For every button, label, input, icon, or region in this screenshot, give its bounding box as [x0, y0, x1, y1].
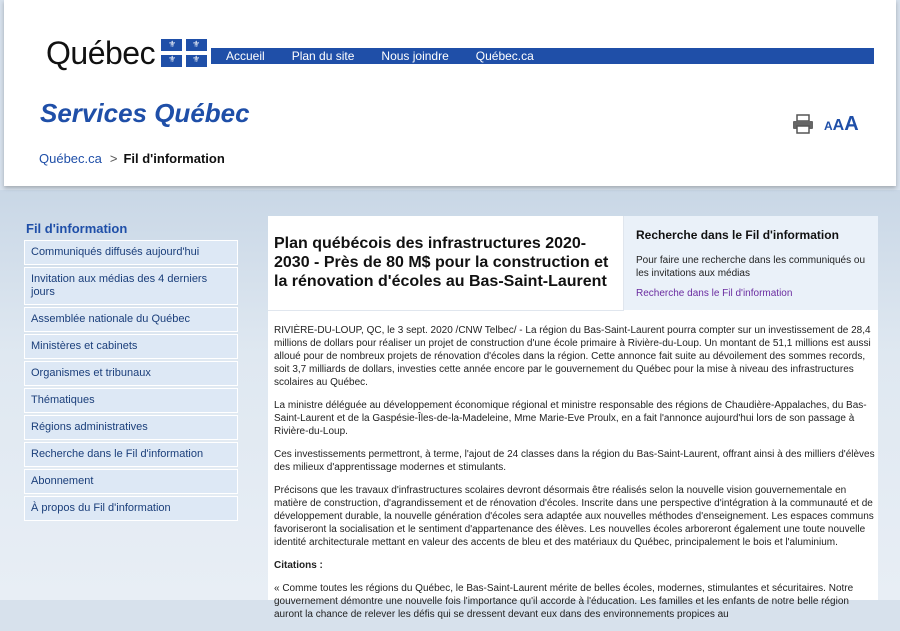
sidebar-item-invitation-medias[interactable]: Invitation aux médias des 4 derniers jours	[24, 267, 238, 305]
article-paragraph: Précisons que les travaux d'infrastructures scolaires devront désormais être réalisés selon la nouvelle vision gouvernementale en matière de construction, d'agrandissement et de rénovation d'écoles. Inscrite dans une perspective d'intégration à la communauté et de développement durable, la nouvelle génération d'écoles sera adaptée aux nouvelles méthodes d'enseignement. Les espaces communs favoriseront la socialisation et le sentiment d'appartenance des élèves. Les nouvelles écoles arboreront également une toute nouvelle identité architecturale mettant en valeur des accents de bleu et des matériaux du Québec, principalement le bois et l'aluminium.	[274, 485, 874, 548]
site-title[interactable]: Services Québec	[40, 98, 250, 128]
sidebar-title[interactable]: Fil d'information	[26, 221, 128, 236]
citations-heading: Citations :	[274, 560, 323, 571]
search-box-link[interactable]: Recherche dans le Fil d'information	[636, 288, 793, 299]
sidebar-item-regions[interactable]: Régions administratives	[24, 415, 238, 440]
page-tools	[792, 114, 859, 134]
fleurdelise-flag-icon: ⚜ ⚜ ⚜ ⚜	[161, 39, 207, 67]
article-body	[274, 324, 878, 631]
article-paragraph: Ces investissements permettront, à terme, l'ajout de 24 classes dans la région du Bas-Saint-Laurent, offrant ainsi à des milliers d'élèves des milieux d'apprentissage modernes et stimulants.	[274, 449, 875, 473]
sidebar-item-organismes[interactable]: Organismes et tribunaux	[24, 361, 238, 386]
search-box	[624, 216, 878, 310]
sidebar	[24, 218, 238, 523]
article-headline: Plan québécois des infrastructures 2020-2030 - Près de 80 M$ pour la construction et la rénovation d'écoles au Bas-Saint-Laurent	[274, 235, 609, 290]
sidebar-item-thematiques[interactable]: Thématiques	[24, 388, 238, 413]
article-paragraph: RIVIÈRE-DU-LOUP, QC, le 3 sept. 2020 /CNW Telbec/ - La région du Bas-Saint-Laurent pourra compter sur un investissement de 28,4 millions de dollars pour réaliser un projet de construction d'une école primaire à Rivière-du-Loup. Un montant de 51,1 millions est aussi alloué pour de nombreux projets de rénovation d'écoles dans la région. Cette annonce fait suite au dévoilement des sommes records, soit 3,7 milliards de dollars, investies cette année encore par le gouvernement du Québec pour la mise à niveau des infrastructures scolaires au Québec.	[274, 325, 871, 388]
print-icon[interactable]	[792, 114, 814, 134]
site-header	[4, 0, 896, 186]
breadcrumb-separator: >	[109, 151, 118, 166]
breadcrumb-home-link[interactable]: Québec.ca	[39, 151, 102, 166]
nav-link-quebec-ca[interactable]: Québec.ca	[475, 49, 534, 63]
sidebar-item-a-propos[interactable]: À propos du Fil d'information	[24, 496, 238, 521]
search-box-title: Recherche dans le Fil d'information	[636, 228, 839, 242]
breadcrumb-current: Fil d'information	[123, 151, 225, 166]
search-box-text: Pour faire une recherche dans les communiqués ou les invitations aux médias	[636, 255, 866, 279]
nav-link-nous-joindre[interactable]: Nous joindre	[381, 49, 449, 63]
sidebar-item-ministeres[interactable]: Ministères et cabinets	[24, 334, 238, 359]
nav-link-accueil[interactable]: Accueil	[226, 49, 265, 63]
quebec-logo[interactable]	[46, 34, 207, 72]
sidebar-item-assemblee-nationale[interactable]: Assemblée nationale du Québec	[24, 307, 238, 332]
logo-wordmark: Québec	[46, 34, 156, 71]
main-content	[268, 216, 878, 620]
sidebar-item-abonnement[interactable]: Abonnement	[24, 469, 238, 494]
text-size-icon[interactable]: AAA	[824, 113, 859, 135]
breadcrumb	[39, 151, 225, 166]
article-quote: « Comme toutes les régions du Québec, le Bas-Saint-Laurent mérite de belles écoles, modernes, stimulantes et sécuritaires. Notre gouvernement démontre une nouvelle fois l'importance qu'il accorde à l'éducation. Les familles et les enfants de notre belle région auront la chance de relever les défis qui se dressent devant eux dans des environnements propices au	[274, 583, 854, 620]
top-navigation	[211, 48, 874, 64]
sidebar-item-communiques[interactable]: Communiqués diffusés aujourd'hui	[24, 240, 238, 265]
sidebar-item-recherche[interactable]: Recherche dans le Fil d'information	[24, 442, 238, 467]
headline-box	[268, 216, 624, 311]
article-paragraph: La ministre déléguée au développement économique régional et ministre responsable des régions de Chaudière-Appalaches, du Bas-Saint-Laurent et de la Gaspésie-Îles-de-la-Madeleine, Mme Marie-Eve Proulx, en a fait l'annonce aujourd'hui lors de son passage à Rivière-du-Loup.	[274, 400, 867, 437]
nav-link-plan-du-site[interactable]: Plan du site	[291, 49, 355, 63]
